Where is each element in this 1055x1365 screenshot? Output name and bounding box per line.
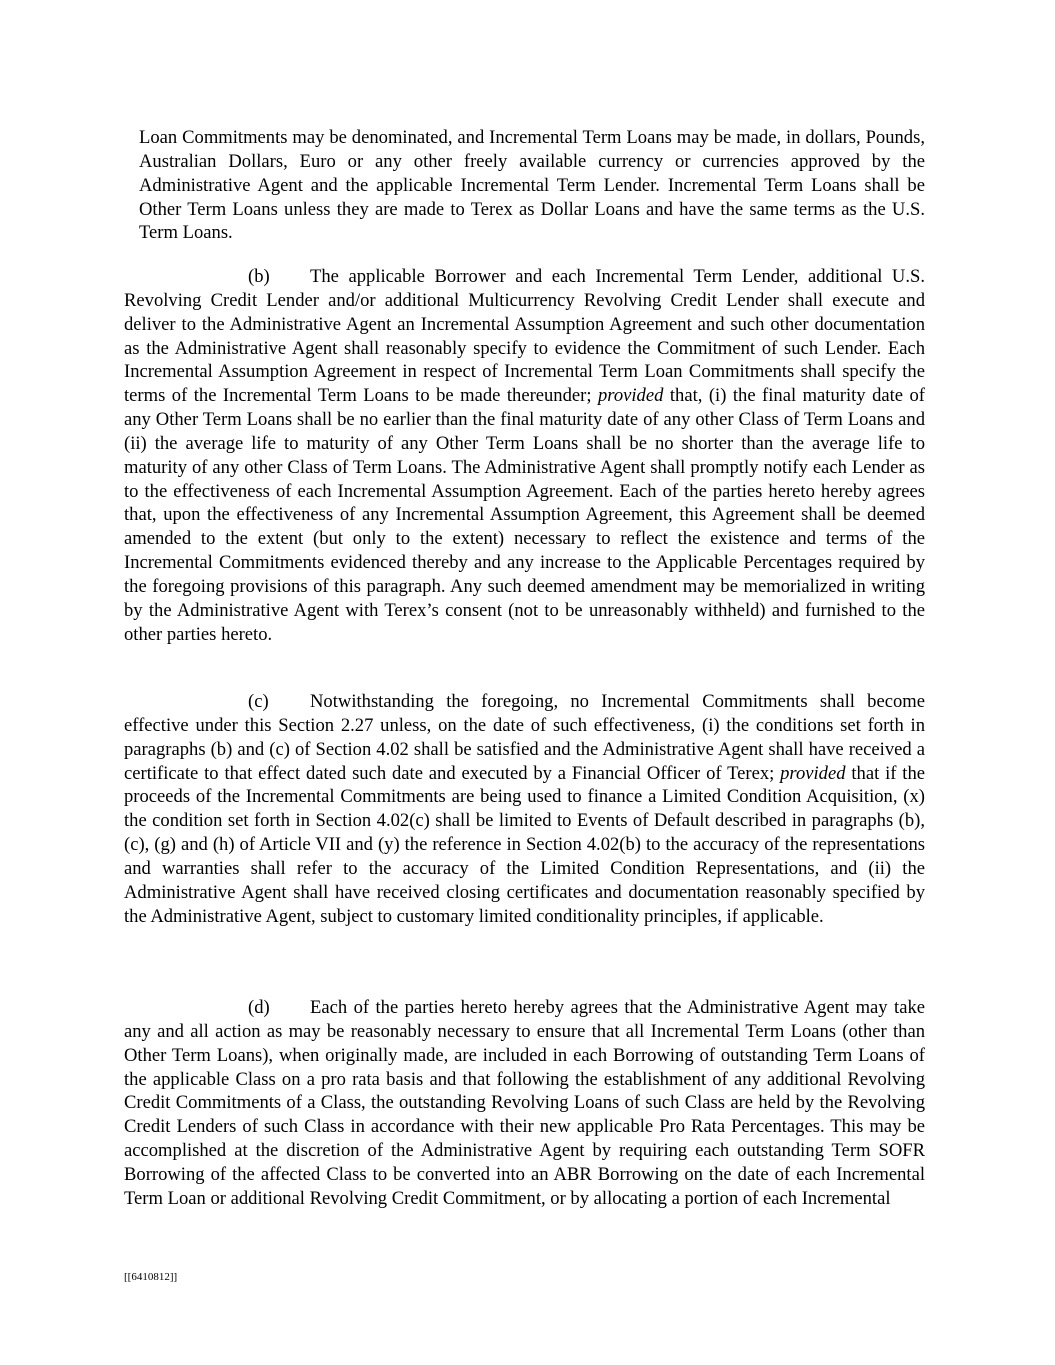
paragraph-b-provided: provided xyxy=(597,385,664,407)
paragraph-c-text-2: that if the proceeds of the Incremental Commitments are being used to finance a Limited Condition Acquisition, (x) the condition set forth in Section 4.02(c) shall be limited to Events of Default described in paragraphs (b), (c), (g) and (h) of Article VII and (y) the reference in Section 4.02(b) to the accuracy of the representations and warranties shall refer to the accuracy of the Limited Condition Representations, and (ii) the Administrative Agent shall have received closing certificates and documentation reasonably specified by the Administrative Agent, subject to customary limited conditionality principles, if applicable. xyxy=(124,762,925,927)
paragraph-c-text-1: Notwithstanding the foregoing, no Incremental Commitments shall become effective under this Section 2.27 unless, on the date of such effectiveness, (i) the conditions set forth in paragraphs (b) and (c) of Section 4.02 shall be satisfied and the Administrative Agent shall have received a certificate to that effect dated such date and executed by a Financial Officer of Terex; xyxy=(124,691,925,784)
paragraph-c xyxy=(124,690,925,928)
paragraph-c-provided: provided xyxy=(780,762,846,784)
paragraph-d-label: (d) xyxy=(248,997,270,1018)
paragraph-b-text-2: that, (i) the final maturity date of any Other Term Loans shall be no earlier than the final maturity date of any other Class of Term Loans and (ii) the average life to maturity of any Other Term Loans shall be no shorter than the average life to maturity of any other Class of Term Loans. The Administrative Agent shall promptly notify each Lender as to the effectiveness of each Incremental Assumption Agreement. Each of the parties hereto hereby agrees that, upon the effectiveness of any Incremental Assumption Agreement, this Agreement shall be deemed amended to the extent (but only to the extent) necessary to reflect the existence and terms of the Incremental Commitments evidenced thereby and any increase to the Applicable Percentages required by the foregoing provisions of this paragraph. Any such deemed amendment may be memorialized in writing by the Administrative Agent with Terex’s consent (not to be unreasonably withheld) and furnished to the other parties hereto. xyxy=(124,385,925,645)
paragraph-a-continuation xyxy=(139,126,925,245)
paragraph-d-text: Each of the parties hereto hereby agrees that the Administrative Agent may take any and all action as may be reasonably necessary to ensure that all Incremental Term Loans (other than Other Term Loans), when originally made, are included in each Borrowing of outstanding Term Loans of the applicable Class on a pro rata basis and that following the establishment of any additional Revolving Credit Commitments of a Class, the outstanding Revolving Loans of such Class are held by the Revolving Credit Lenders of such Class in accordance with their new applicable Pro Rata Percentages. This may be accomplished at the discretion of the Administrative Agent by requiring each outstanding Term SOFR Borrowing of the affected Class to be converted into an ABR Borrowing on the date of each Incremental Term Loan or additional Revolving Credit Commitment, or by allocating a portion of each Incremental xyxy=(124,997,925,1209)
paragraph-a-text: Loan Commitments may be denominated, and Incremental Term Loans may be made, in dollars, Pounds, Australian Dollars, Euro or any other freely available currency or currencies approved by the Administrative Agent and the applicable Incremental Term Lender. Incremental Term Loans shall be Other Term Loans unless they are made to Terex as Dollar Loans and have the same terms as the U.S. Term Loans. xyxy=(139,127,925,244)
paragraph-b xyxy=(124,265,925,647)
paragraph-b-text-1: The applicable Borrower and each Incremental Term Lender, additional U.S. Revolving Credit Lender and/or additional Multicurrency Revolving Credit Lender shall execute and deliver to the Administrative Agent an Incremental Assumption Agreement and such other documentation as the Administrative Agent shall reasonably specify to evidence the Commitment of such Lender. Each Incremental Assumption Agreement in respect of Incremental Term Loan Commitments shall specify the terms of the Incremental Term Loans to be made thereunder; xyxy=(124,266,925,407)
paragraph-c-label: (c) xyxy=(248,691,269,712)
paragraph-d xyxy=(124,996,925,1211)
footer-document-id: [[6410812]] xyxy=(124,1271,178,1283)
paragraph-b-label: (b) xyxy=(248,266,270,287)
